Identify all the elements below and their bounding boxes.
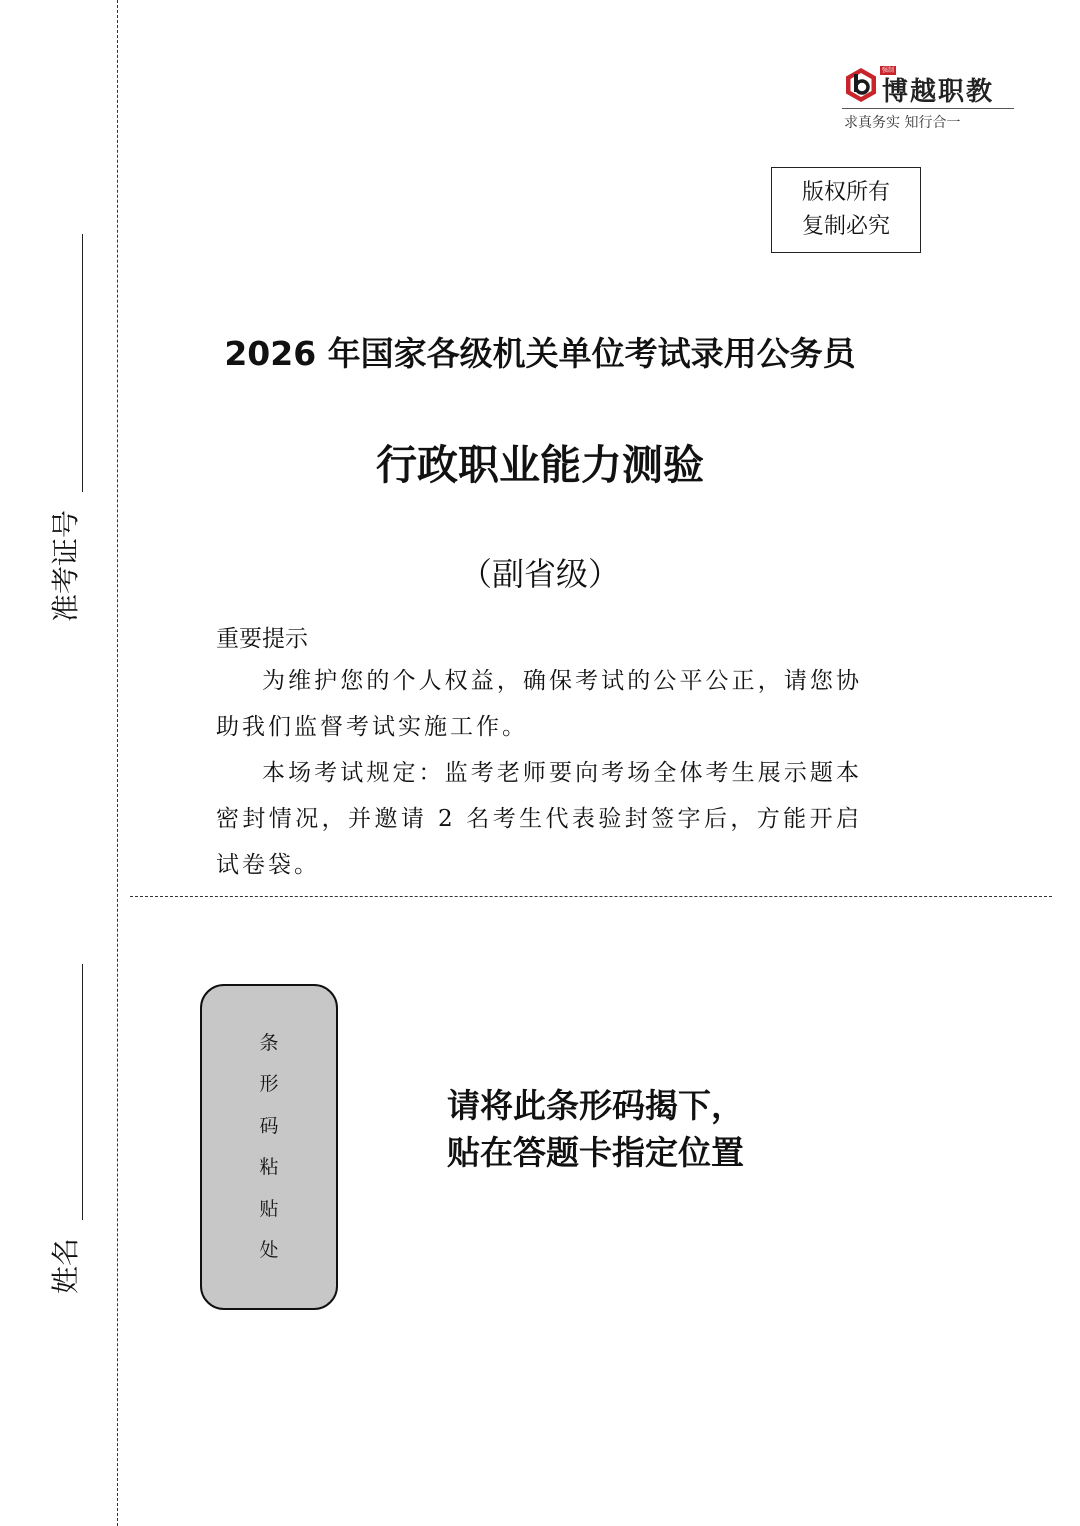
barcode-sticker-area [200, 984, 338, 1310]
logo-tagline: 求真务实 知行合一 [844, 115, 961, 131]
name-write-line [82, 964, 83, 1220]
brand-logo [842, 66, 1014, 130]
logo-b-icon [842, 66, 880, 104]
barcode-instruction [447, 1082, 744, 1176]
instruction-line1: 请将此条形码揭下， [447, 1086, 744, 1125]
logo-badge: 强制 [882, 67, 895, 74]
exam-title [0, 328, 1080, 375]
barcode-char: 贴 [259, 1197, 279, 1220]
separator-dashed-line [130, 896, 1052, 897]
subject-title: 行政职业能力测验 [376, 441, 704, 489]
barcode-char: 粘 [259, 1156, 279, 1178]
barcode-char: 码 [259, 1114, 279, 1137]
name-label: 姓名 [49, 1237, 82, 1294]
copyright-line1: 版权所有 [801, 180, 890, 205]
barcode-char: 条 [259, 1031, 279, 1054]
instruction-line2: 贴在答题卡指定位置 [447, 1133, 744, 1172]
exam-id-label: 准考证号 [49, 509, 82, 622]
logo-name: 博越职教 [882, 77, 995, 107]
notice-paragraph-1: 为维护您的个人权益，确保考试的公平公正，请您协助我们监督考试实施工作。 [216, 668, 862, 740]
barcode-char: 形 [259, 1073, 279, 1095]
exam-title-text: 2026 年国家各级机关单位考试录用公务员 [224, 334, 856, 373]
logo-divider [842, 108, 1014, 109]
level-title: （副省级） [459, 555, 620, 593]
notice-body [216, 658, 862, 888]
barcode-char: 处 [259, 1239, 279, 1261]
binding-dashed-line [117, 0, 118, 1526]
notice-paragraph-2: 本场考试规定：监考老师要向考场全体考生展示题本密封情况，并邀请 2 名考生代表验封签字后，方能开启试卷袋。 [216, 760, 862, 878]
notice-heading: 重要提示 [216, 626, 308, 652]
copyright-box [771, 167, 921, 253]
copyright-line2: 复制必究 [801, 214, 890, 239]
